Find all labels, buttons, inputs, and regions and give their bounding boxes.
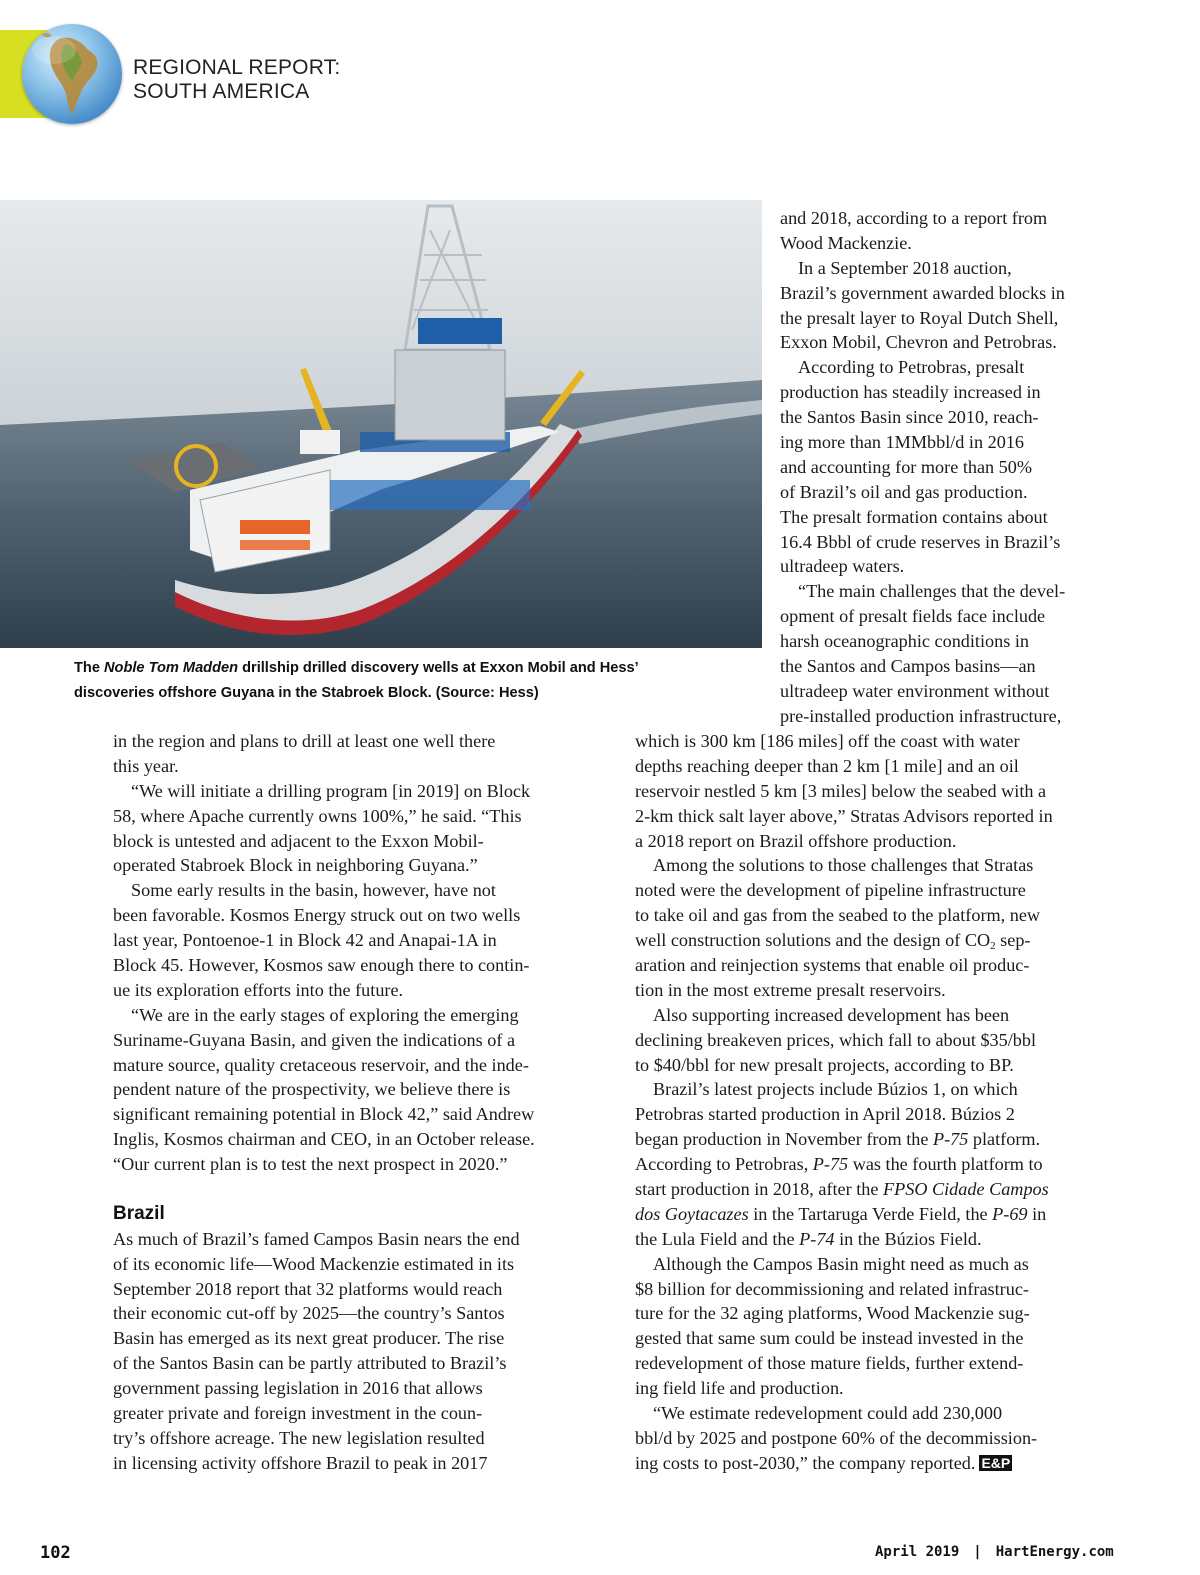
text-line: “We estimate redevelopment could add 230,000 xyxy=(653,1403,1003,1424)
paragraph-gap xyxy=(113,1177,603,1202)
text-line: reservoir nestled 5 km [3 miles] below the seabed with a xyxy=(635,780,1047,801)
footer-separator: | xyxy=(973,1544,982,1560)
text-line xyxy=(635,1152,1125,1177)
caption-line2: discoveries offshore Guyana in the Stabroek Block. (Source: Hess) xyxy=(74,685,539,701)
text-line: According to Petrobras, presalt xyxy=(798,357,1025,378)
subscript: 2 xyxy=(990,940,996,953)
footer-site-link: HartEnergy.com xyxy=(995,1544,1114,1560)
text-line: ultradeep waters. xyxy=(780,556,905,577)
text-line: block is untested and adjacent to the Exxon Mobil- xyxy=(113,830,484,851)
section-label xyxy=(133,56,340,104)
end-mark-logo: E&P xyxy=(981,1454,1011,1471)
text-line: harsh oceanographic conditions in xyxy=(780,631,1029,652)
text-line: Wood Mackenzie. xyxy=(780,232,912,253)
text-line: Petrobras started production in April 2018. Búzios 2 xyxy=(635,1104,1015,1125)
text-line: which is 300 km [186 miles] off the coast with water xyxy=(635,731,1020,751)
globe-icon xyxy=(22,24,122,124)
text-line: and accounting for more than 50% xyxy=(780,456,1033,477)
text-line: Brazil’s government awarded blocks in xyxy=(780,282,1065,303)
text-line: aration and reinjection systems that enable oil produc- xyxy=(635,955,1030,976)
text-line: opment of presalt fields face include xyxy=(780,606,1046,627)
text-line: ue its exploration efforts into the future. xyxy=(113,979,404,1000)
text-line: pendent nature of the prospectivity, we believe there is xyxy=(113,1079,511,1100)
text-line: 2-km thick salt layer above,” Stratas Advisors reported in xyxy=(635,805,1053,826)
text-line: production has steadily increased in xyxy=(780,382,1041,403)
text-line: Block 45. However, Kosmos saw enough there to contin- xyxy=(113,955,530,976)
footer-issue-date: April 2019 xyxy=(875,1544,960,1560)
text-line xyxy=(635,1127,1125,1152)
text-line: ultradeep water environment without xyxy=(780,680,1050,701)
text-line xyxy=(635,1202,1125,1227)
text-run: began production in November from the xyxy=(635,1129,933,1150)
text-run: in the Tartaruga Verde Field, the xyxy=(748,1203,993,1224)
caption-line1 xyxy=(74,656,734,681)
italic-run: FPSO Cidade Campos xyxy=(883,1179,1049,1200)
caption-ship-name: Noble Tom Madden xyxy=(104,660,239,676)
text-line: In a September 2018 auction, xyxy=(798,257,1012,278)
text-line: last year, Pontoenoe-1 in Block 42 and Anapai-1A in xyxy=(113,930,497,951)
drillship-photo xyxy=(0,200,762,648)
text-line: tion in the most extreme presalt reservoirs. xyxy=(635,979,946,1000)
text-line: ing more than 1MMbbl/d in 2016 xyxy=(780,432,1025,453)
text-line: of its economic life—Wood Mackenzie estimated in its xyxy=(113,1253,515,1274)
text-run: sep- xyxy=(995,930,1031,951)
footer-issue-info xyxy=(875,1544,1114,1560)
text-line: a 2018 report on Brazil offshore production. xyxy=(635,830,957,851)
text-line: Brazil’s latest projects include Búzios 1, on which xyxy=(653,1079,1018,1100)
text-line: to take oil and gas from the seabed to the platform, new xyxy=(635,905,1041,926)
photo-caption xyxy=(74,656,734,706)
text-run: in xyxy=(1027,1203,1047,1224)
text-line: redevelopment of those mature fields, further extend- xyxy=(635,1353,1024,1374)
text-run: start production in 2018, after the xyxy=(635,1179,883,1200)
text-line: 16.4 Bbbl of crude reserves in Brazil’s xyxy=(780,531,1061,552)
italic-run: P-75 xyxy=(812,1154,849,1175)
text-line: to $40/bbl for new presalt projects, according to BP. xyxy=(635,1054,1014,1075)
text-line: in the region and plans to drill at least one well there xyxy=(113,731,496,751)
text-line: the Santos and Campos basins—an xyxy=(780,656,1036,677)
text-line: 58, where Apache currently owns 100%,” he said. “This xyxy=(113,805,522,826)
italic-run: P-74 xyxy=(799,1228,835,1249)
text-line: the presalt layer to Royal Dutch Shell, xyxy=(780,307,1059,328)
text-line: operated Stabroek Block in neighboring Guyana.” xyxy=(113,855,478,876)
text-line: and 2018, according to a report from xyxy=(780,208,1048,228)
text-line: “We will initiate a drilling program [in 2019] on Block xyxy=(131,780,531,801)
text-run: platform. xyxy=(968,1129,1041,1150)
text-run: According to Petrobras, xyxy=(635,1154,813,1175)
text-line: ing field life and production. xyxy=(635,1378,844,1399)
text-line: government passing legislation in 2016 that allows xyxy=(113,1378,483,1399)
section-label-line2: SOUTH AMERICA xyxy=(133,80,310,103)
italic-run: P-69 xyxy=(992,1203,1028,1224)
text-line: September 2018 report that 32 platforms would reach xyxy=(113,1278,503,1299)
text-line: declining breakeven prices, which fall to about $35/bbl xyxy=(635,1029,1037,1050)
text-line xyxy=(635,1177,1125,1202)
text-line: in licensing activity offshore Brazil to peak in 2017 xyxy=(113,1452,488,1473)
text-line: $8 billion for decommissioning and related infrastruc- xyxy=(635,1278,1029,1299)
text-line: Among the solutions to those challenges that Stratas xyxy=(653,855,1034,876)
text-line: Although the Campos Basin might need as much as xyxy=(653,1253,1029,1274)
text-run: well construction solutions and the design of CO xyxy=(635,930,991,951)
text-line: greater private and foreign investment in the coun- xyxy=(113,1403,483,1424)
caption-prefix: The xyxy=(74,660,104,676)
text-run: in the Búzios Field. xyxy=(834,1228,982,1249)
text-line: gested that same sum could be instead invested in the xyxy=(635,1328,1024,1349)
text-line: Also supporting increased development has been xyxy=(653,1004,1010,1025)
text-line: “We are in the early stages of exploring the emerging xyxy=(131,1004,519,1025)
text-line: mature source, quality cretaceous reservoir, and the inde- xyxy=(113,1054,529,1075)
page-number: 102 xyxy=(40,1543,71,1563)
italic-run: dos Goytacazes xyxy=(635,1203,749,1224)
text-line: As much of Brazil’s famed Campos Basin nears the end xyxy=(113,1228,520,1249)
text-line: Exxon Mobil, Chevron and Petrobras. xyxy=(780,332,1057,353)
text-line xyxy=(635,928,1125,953)
text-line: pre-installed production infrastructure, xyxy=(780,705,1062,726)
text-line: Some early results in the basin, however, have not xyxy=(131,880,496,901)
caption-rest: drillship drilled discovery wells at Exxon Mobil and Hess’ xyxy=(238,660,639,676)
text-line: The presalt formation contains about xyxy=(780,506,1048,527)
text-line: significant remaining potential in Block 42,” said Andrew xyxy=(113,1104,535,1125)
article-column-right-top xyxy=(780,206,1125,729)
section-heading-brazil: Brazil xyxy=(113,1202,165,1224)
text-line: try’s offshore acreage. The new legislation resulted xyxy=(113,1427,485,1448)
text-line: noted were the development of pipeline infrastructure xyxy=(635,880,1026,901)
text-run: ing costs to post-2030,” the company reported. xyxy=(635,1452,976,1473)
text-line: the Santos Basin since 2010, reach- xyxy=(780,407,1039,428)
text-line xyxy=(635,1227,1125,1252)
text-line: of the Santos Basin can be partly attributed to Brazil’s xyxy=(113,1353,507,1374)
article-column-left xyxy=(113,729,603,1476)
text-line: “Our current plan is to test the next prospect in 2020.” xyxy=(113,1154,508,1175)
text-line: this year. xyxy=(113,755,179,776)
section-label-line1: REGIONAL REPORT: xyxy=(133,56,341,79)
text-line: Inglis, Kosmos chairman and CEO, in an October release. xyxy=(113,1129,535,1150)
text-line: of Brazil’s oil and gas production. xyxy=(780,481,1028,502)
text-run: the Lula Field and the xyxy=(635,1228,800,1249)
text-line: depths reaching deeper than 2 km [1 mile] and an oil xyxy=(635,755,1019,776)
text-line: ture for the 32 aging platforms, Wood Mackenzie sug- xyxy=(635,1303,1030,1324)
text-line xyxy=(635,1451,1125,1476)
text-line: Basin has emerged as its next great producer. The rise xyxy=(113,1328,505,1349)
text-line: bbl/d by 2025 and postpone 60% of the decommission- xyxy=(635,1427,1038,1448)
text-line: their economic cut-off by 2025—the country’s Santos xyxy=(113,1303,505,1324)
text-line: “The main challenges that the devel- xyxy=(798,581,1066,602)
text-line: Suriname-Guyana Basin, and given the indications of a xyxy=(113,1029,516,1050)
text-line: been favorable. Kosmos Energy struck out on two wells xyxy=(113,905,521,926)
italic-run: P-75 xyxy=(933,1129,969,1150)
article-column-middle xyxy=(635,729,1125,1476)
text-run: was the fourth platform to xyxy=(848,1154,1043,1175)
